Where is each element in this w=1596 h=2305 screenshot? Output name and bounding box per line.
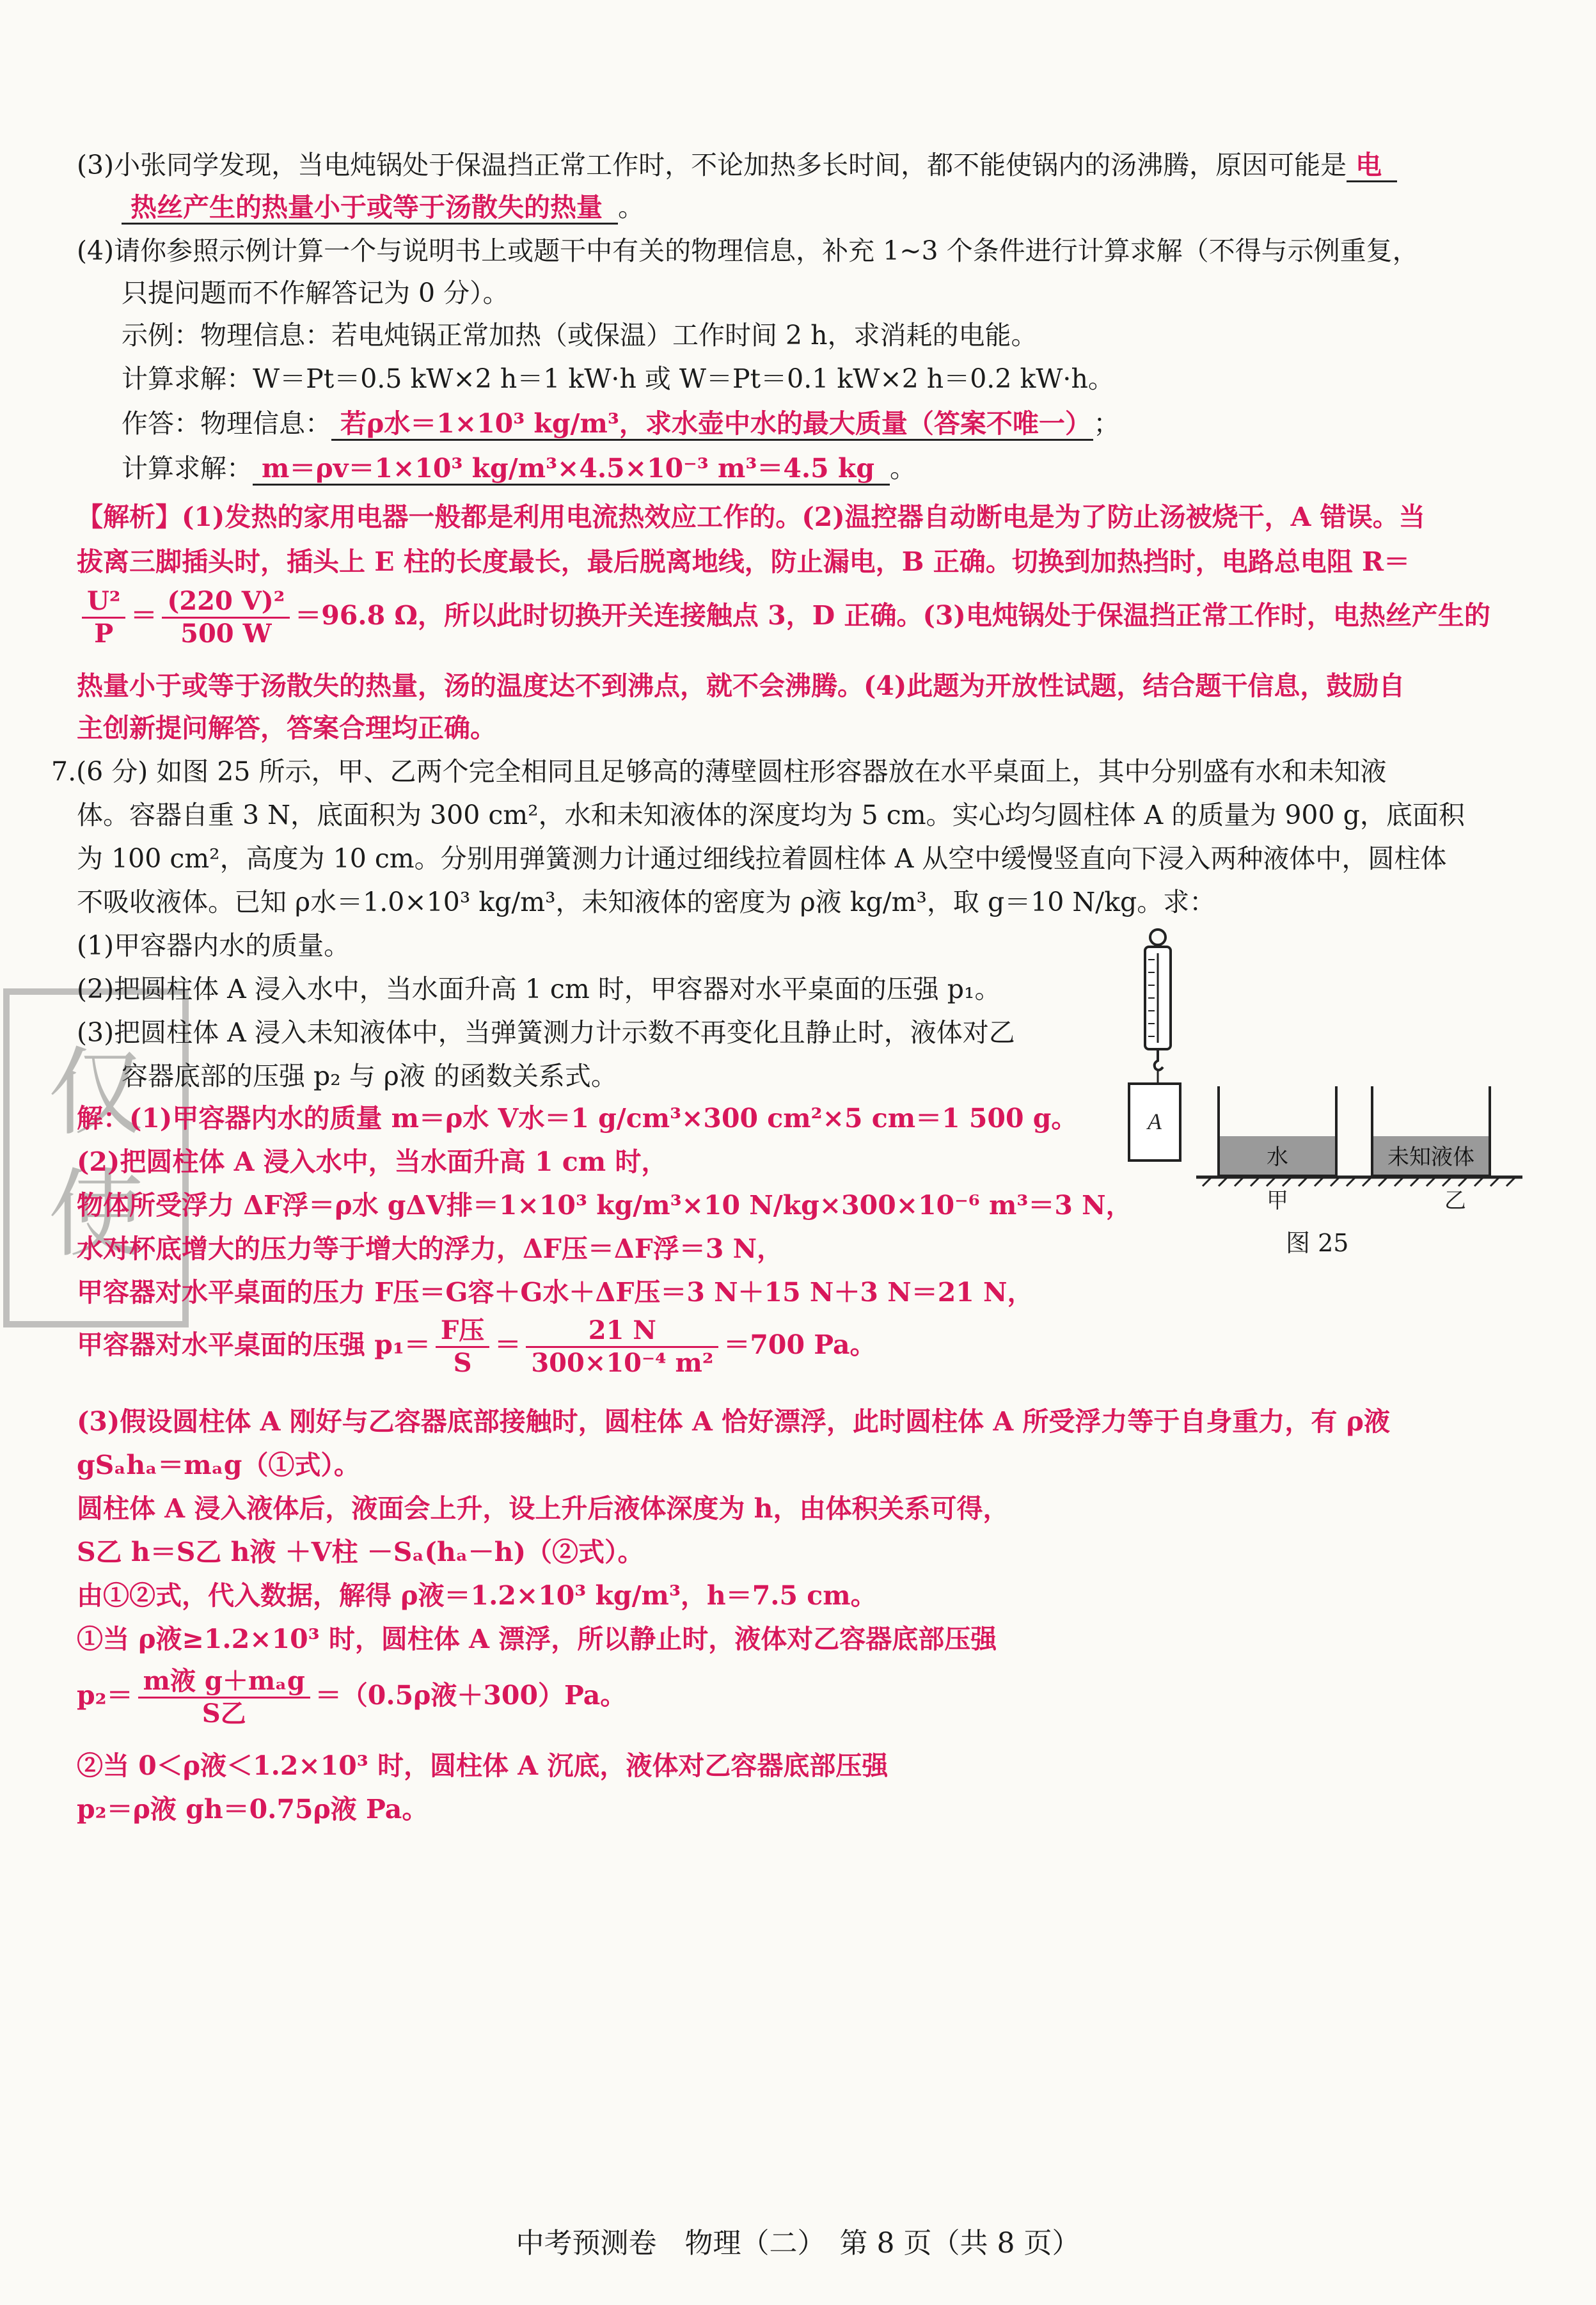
question-3-line-1 <box>77 148 1397 182</box>
container-jia-label: 甲 <box>1267 1188 1288 1214</box>
question-7-sub-2: (2)把圆柱体 A 浸入水中，当水面升高 1 cm 时，甲容器对水平桌面的压强 p₁。 <box>77 974 1001 1004</box>
solution-line-3: 物体所受浮力 ΔF浮＝ρ水 gΔV排＝1×10³ kg/m³×10 N/kg×300×10⁻⁶ m³＝3 N， <box>77 1190 1132 1221</box>
answer-info-line: 作答：物理信息： 若ρ水＝1×10³ kg/m³，求水壶中水的最大质量（答案不唯一） ； <box>122 407 1119 440</box>
fraction-220v-over-500w: $\frac{\text{(220 V)²}}{500 W}$ <box>162 586 290 649</box>
fraction-f-over-s: $\frac{\text{F压}}{S}$ <box>436 1315 489 1379</box>
analysis-line-1: 【解析】(1)发热的家用电器一般都是利用电流热效应工作的。(2)温控器自动断电是为了防止汤被烧干，A 错误。当 <box>77 502 1425 532</box>
question-7-line-1: 7.(6 分) 如图 25 所示，甲、乙两个完全相同且足够高的薄壁圆柱形容器放在水平桌面上，其中分别盛有水和未知液 <box>51 756 1387 787</box>
question-7-sub-1: (1)甲容器内水的质量。 <box>77 930 351 961</box>
solution-line-15: p₂＝ρ液 gh＝0.75ρ液 Pa。 <box>77 1794 429 1825</box>
solution-line-2: (2)把圆柱体 A 浸入水中，当水面升高 1 cm 时， <box>77 1146 668 1177</box>
question-7-sub-3-line-1: (3)把圆柱体 A 浸入未知液体中，当弹簧测力计示数不再变化且静止时，液体对乙 <box>77 1017 1015 1048</box>
solution-line-1: 解：(1)甲容器内水的质量 m＝ρ水 V水＝1 g/cm³×300 cm²×5 cm＝1 500 g。 <box>77 1103 1078 1134</box>
fraction-u2-over-p: $\frac{\text{U²}}{P}$ <box>82 586 125 649</box>
solution-line-14: ②当 0＜ρ液＜1.2×10³ 时，圆柱体 A 沉底，液体对乙容器底部压强 <box>77 1750 889 1781</box>
svg-text:使: 使 <box>47 1159 145 1271</box>
analysis-line-5: 主创新提问解答，答案合理均正确。 <box>77 713 496 743</box>
spring-scale <box>1145 930 1171 1084</box>
analysis-line-4: 热量小于或等于汤散失的热量，汤的温度达不到沸点，就不会沸腾。(4)此题为开放性试题，结合题干信息，鼓励自 <box>77 670 1405 701</box>
question-7-line-3: 为 100 cm²，高度为 10 cm。分别用弹簧测力计通过细线拉着圆柱体 A 从空中缓慢竖直向下浸入两种液体中，圆柱体 <box>77 843 1447 874</box>
solution-line-12: ①当 ρ液≥1.2×10³ 时，圆柱体 A 漂浮，所以静止时，液体对乙容器底部压强 <box>77 1624 997 1654</box>
answer-calc-line: 计算求解： m＝ρv＝1×10³ kg/m³×4.5×10⁻³ m³＝4.5 kg 。 <box>122 452 916 485</box>
solution-line-4: 水对杯底增大的压力等于增大的浮力，ΔF压＝ΔF浮＝3 N， <box>77 1233 784 1264</box>
analysis-line-3: $\frac{\text{U²}}{P}$ ＝ $\frac{\text{(220 V)²}}{500 W}$ ＝96.8 Ω，所以此时切换开关连接触点 3，D 正确。(3)电炖锅处于保温挡正常工作时，电热丝产生的 <box>77 583 1490 649</box>
question-7-line-2: 体。容器自重 3 N，底面积为 300 cm²，水和未知液体的深度均为 5 cm。实心均匀圆柱体 A 的质量为 900 g，底面积 <box>77 800 1465 830</box>
solution-line-9: 圆柱体 A 浸入液体后，液面会上升，设上升后液体深度为 h，由体积关系可得， <box>77 1493 1009 1524</box>
question-7-line-4: 不吸收液体。已知 ρ水＝1.0×10³ kg/m³，未知液体的密度为 ρ液 kg/m³，取 g＝10 N/kg。求： <box>77 887 1216 917</box>
fraction-21n-over-area: $\frac{21 N}{\text{300×10⁻⁴ m²}}$ <box>526 1315 718 1379</box>
analysis-line-2: 拔离三脚插头时，插头上 E 柱的长度最长，最后脱离地线，防止漏电，B 正确。切换到加热挡时，电路总电阻 R＝ <box>77 546 1410 577</box>
question-3-answer-part1: 电 <box>1347 150 1397 182</box>
solution-line-13: p₂＝ $\frac{\text{m液 g＋mₐg}}{\text{S乙}}$ ＝（0.5ρ液＋300）Pa。 <box>77 1666 627 1729</box>
question-3-text: (3)小张同学发现，当电炖锅处于保温挡正常工作时，不论加热多长时间，都不能使锅内的汤沸腾，原因可能是 <box>77 150 1347 180</box>
solution-line-10: S乙 h＝S乙 h液 ＋V柱 －Sₐ(hₐ－h)（②式）。 <box>77 1537 644 1567</box>
question-7-sub-3-line-2: 容器底部的压强 p₂ 与 ρ液 的函数关系式。 <box>122 1061 617 1091</box>
question-3-line-2: 热丝产生的热量小于或等于汤散失的热量 。 <box>122 191 644 224</box>
solution-line-8: gSₐhₐ＝mₐg（①式）。 <box>77 1450 360 1480</box>
question-3-answer-part2: 热丝产生的热量小于或等于汤散失的热量 <box>122 192 618 225</box>
answer-info-value: 若ρ水＝1×10³ kg/m³，求水壶中水的最大质量（答案不唯一） <box>331 408 1093 441</box>
page-footer: 中考预测卷 物理（二） 第 8 页（共 8 页） <box>516 2227 1080 2260</box>
water-label: 水 <box>1267 1145 1288 1170</box>
question-4-line-1: (4)请你参照示例计算一个与说明书上或题干中有关的物理信息，补充 1~3 个条件进行计算求解（不得与示例重复， <box>77 235 1419 266</box>
fraction-mass-over-s: $\frac{\text{m液 g＋mₐg}}{\text{S乙}}$ <box>138 1666 310 1729</box>
figure-25-diagram <box>1113 921 1535 1216</box>
unknown-liquid-label: 未知液体 <box>1387 1145 1474 1170</box>
figure-25-caption: 图 25 <box>1286 1229 1349 1257</box>
example-line-1: 示例：物理信息：若电炖锅正常加热（或保温）工作时间 2 h，求消耗的电能。 <box>122 320 1038 351</box>
solution-line-7: (3)假设圆柱体 A 刚好与乙容器底部接触时，圆柱体 A 恰好漂浮，此时圆柱体 A 所受浮力等于自身重力，有 ρ液 <box>77 1406 1390 1437</box>
cylinder-a-label: A <box>1148 1109 1162 1134</box>
svg-text:仅: 仅 <box>47 1038 145 1149</box>
solution-line-5: 甲容器对水平桌面的压力 F压＝G容＋G水＋ΔF压＝3 N＋15 N＋3 N＝21 N， <box>77 1277 1034 1308</box>
solution-line-11: 由①②式，代入数据，解得 ρ液＝1.2×10³ kg/m³，h＝7.5 cm。 <box>77 1580 877 1611</box>
solution-line-6: 甲容器对水平桌面的压强 p₁＝ $\frac{\text{F压}}{S}$ ＝ $\frac{21 N}{\text{300×10⁻⁴ m²}}$ ＝700 Pa。 <box>77 1315 876 1378</box>
example-line-2: 计算求解：W＝Pt＝0.5 kW×2 h＝1 kW·h 或 W＝Pt＝0.1 kW×2 h＝0.2 kW·h。 <box>122 363 1114 394</box>
question-4-line-2: 只提问题而不作解答记为 0 分）。 <box>122 278 509 308</box>
container-yi-label: 乙 <box>1444 1188 1466 1214</box>
answer-calc-value: m＝ρv＝1×10³ kg/m³×4.5×10⁻³ m³＝4.5 kg <box>253 453 890 486</box>
